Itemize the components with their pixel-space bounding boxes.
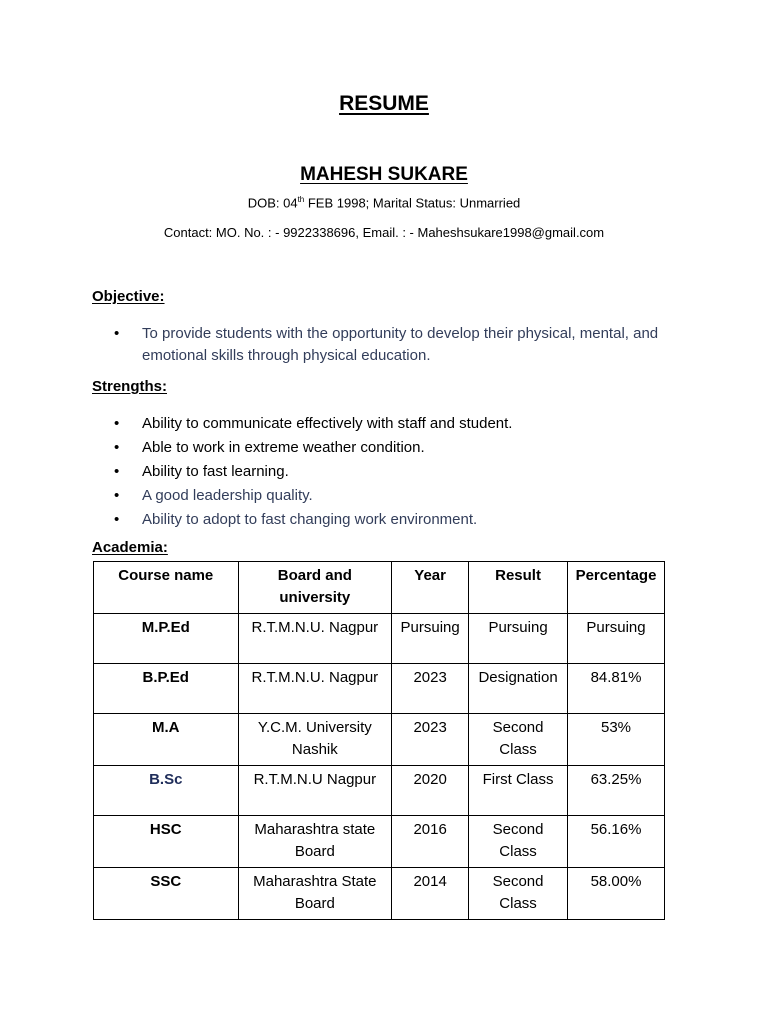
year-cell: 2023 <box>392 664 469 714</box>
column-header-board: Board and university <box>238 562 392 614</box>
dob-suffix: th <box>297 195 305 204</box>
year-cell: 2014 <box>392 868 469 920</box>
strengths-list <box>92 412 672 532</box>
column-header-year: Year <box>392 562 469 614</box>
strengths-heading: Strengths: <box>92 378 167 395</box>
document-title: RESUME <box>339 92 429 115</box>
academia-table <box>93 561 665 920</box>
strength-item: • A good leadership quality. <box>92 484 672 508</box>
result-cell: Pursuing <box>469 614 568 664</box>
objective-heading: Objective: <box>92 288 165 305</box>
board-cell: Maharashtra State Board <box>238 868 392 920</box>
person-name: MAHESH SUKARE <box>300 164 468 185</box>
table-row <box>94 664 665 714</box>
percentage-cell: 63.25% <box>568 766 665 816</box>
table-row <box>94 868 665 920</box>
course-cell: SSC <box>94 868 239 920</box>
percentage-cell: 53% <box>568 714 665 766</box>
board-cell: R.T.M.N.U. Nagpur <box>238 614 392 664</box>
table-row <box>94 614 665 664</box>
table-header-row <box>94 562 665 614</box>
column-header-course: Course name <box>94 562 239 614</box>
objective-item: • To provide students with the opportunity to develop their physical, mental, and emotional skills through physical education. <box>92 323 672 367</box>
result-cell: Second Class <box>469 714 568 766</box>
percentage-cell: Pursuing <box>568 614 665 664</box>
table-row <box>94 816 665 868</box>
table-row <box>94 766 665 816</box>
dob-line <box>0 195 768 210</box>
strength-item: • Ability to adopt to fast changing work environment. <box>92 508 672 532</box>
table-row <box>94 714 665 766</box>
course-cell: M.A <box>94 714 239 766</box>
result-cell: Designation <box>469 664 568 714</box>
strength-item: • Ability to fast learning. <box>92 460 672 484</box>
board-cell: Y.C.M. University Nashik <box>238 714 392 766</box>
result-cell: Second Class <box>469 868 568 920</box>
column-header-percentage: Percentage <box>568 562 665 614</box>
strength-item: • Ability to communicate effectively with staff and student. <box>92 412 672 436</box>
strength-item: • Able to work in extreme weather condition. <box>92 436 672 460</box>
board-cell: Maharashtra state Board <box>238 816 392 868</box>
board-cell: R.T.M.N.U. Nagpur <box>238 664 392 714</box>
course-cell: B.Sc <box>94 766 239 816</box>
column-header-result: Result <box>469 562 568 614</box>
course-cell: B.P.Ed <box>94 664 239 714</box>
percentage-cell: 56.16% <box>568 816 665 868</box>
percentage-cell: 58.00% <box>568 868 665 920</box>
dob-prefix: DOB: 04 <box>247 195 298 211</box>
objective-list <box>92 323 672 367</box>
year-cell: 2023 <box>392 714 469 766</box>
year-cell: Pursuing <box>392 614 469 664</box>
year-cell: 2016 <box>392 816 469 868</box>
contact-line: Contact: MO. No. : - 9922338696, Email. : - Maheshsukare1998@gmail.com <box>163 225 605 240</box>
year-cell: 2020 <box>392 766 469 816</box>
course-cell: HSC <box>94 816 239 868</box>
result-cell: First Class <box>469 766 568 816</box>
percentage-cell: 84.81% <box>568 664 665 714</box>
board-cell: R.T.M.N.U Nagpur <box>238 766 392 816</box>
dob-rest: FEB 1998; Marital Status: Unmarried <box>304 195 521 211</box>
result-cell: Second Class <box>469 816 568 868</box>
academia-heading: Academia: <box>92 539 168 556</box>
course-cell: M.P.Ed <box>94 614 239 664</box>
